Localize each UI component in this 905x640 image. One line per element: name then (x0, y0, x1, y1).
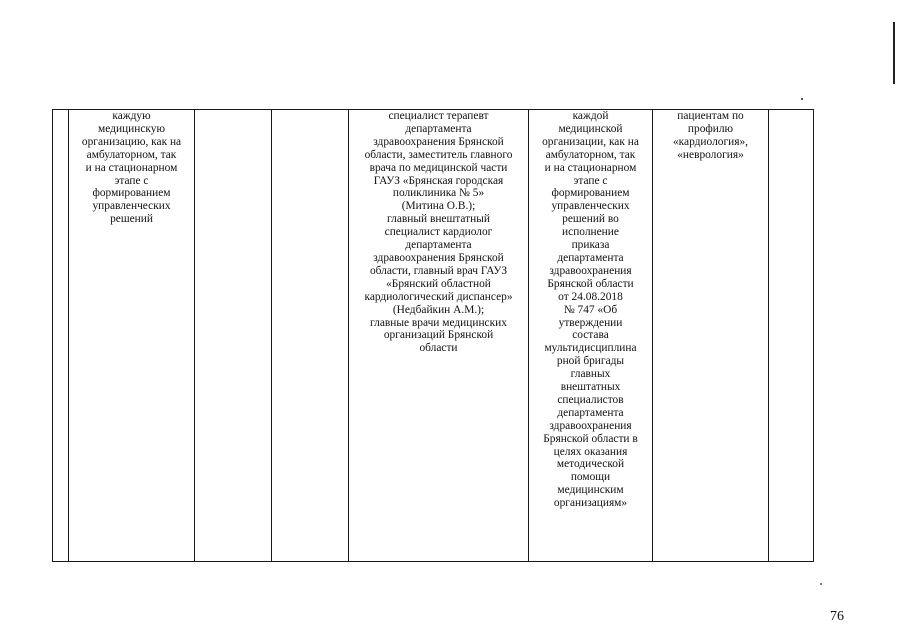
scan-speck (801, 98, 803, 100)
table-row (53, 110, 814, 562)
table-cell-profile: пациентам по профилю «кардиология», «неврология» (653, 110, 769, 562)
table-cell-end (272, 110, 349, 562)
table-cell-event: каждую медицинскую организацию, как на амбулаторном, так и на стационарном этапе с формированием управленческих решений (69, 110, 195, 562)
table-cell-notes (769, 110, 814, 562)
table-cell-number (53, 110, 69, 562)
data-table (52, 109, 814, 562)
page-number: 76 (830, 609, 844, 624)
table-cell-result: каждой медицинской организации, как на амбулаторном, так и на стационарном этапе с формированием управленческих решений во исполнение приказа департамента здравоохранения Брянской области от 24.08.2018 № 747 «Об утверждении состава мультидисциплина рной бригады главных внештатных специалистов департамента здравоохранения Брянской области в целях оказания методической помощи медицинским организациям» (529, 110, 653, 562)
scan-edge-mark (893, 22, 895, 84)
scan-speck (820, 583, 822, 585)
table-cell-responsible: специалист терапевт департамента здравоохранения Брянской области, заместитель главного врача по медицинской части ГАУЗ «Брянская городская поликлиника № 5» (Митина О.В.); главный внештатный специалист кардиолог департамента здравоохранения Брянской области, главный врач ГАУЗ «Брянский областной кардиологический диспансер» (Недбайкин А.М.); главные врачи медицинских организаций Брянской области (349, 110, 529, 562)
table-cell-start (195, 110, 272, 562)
